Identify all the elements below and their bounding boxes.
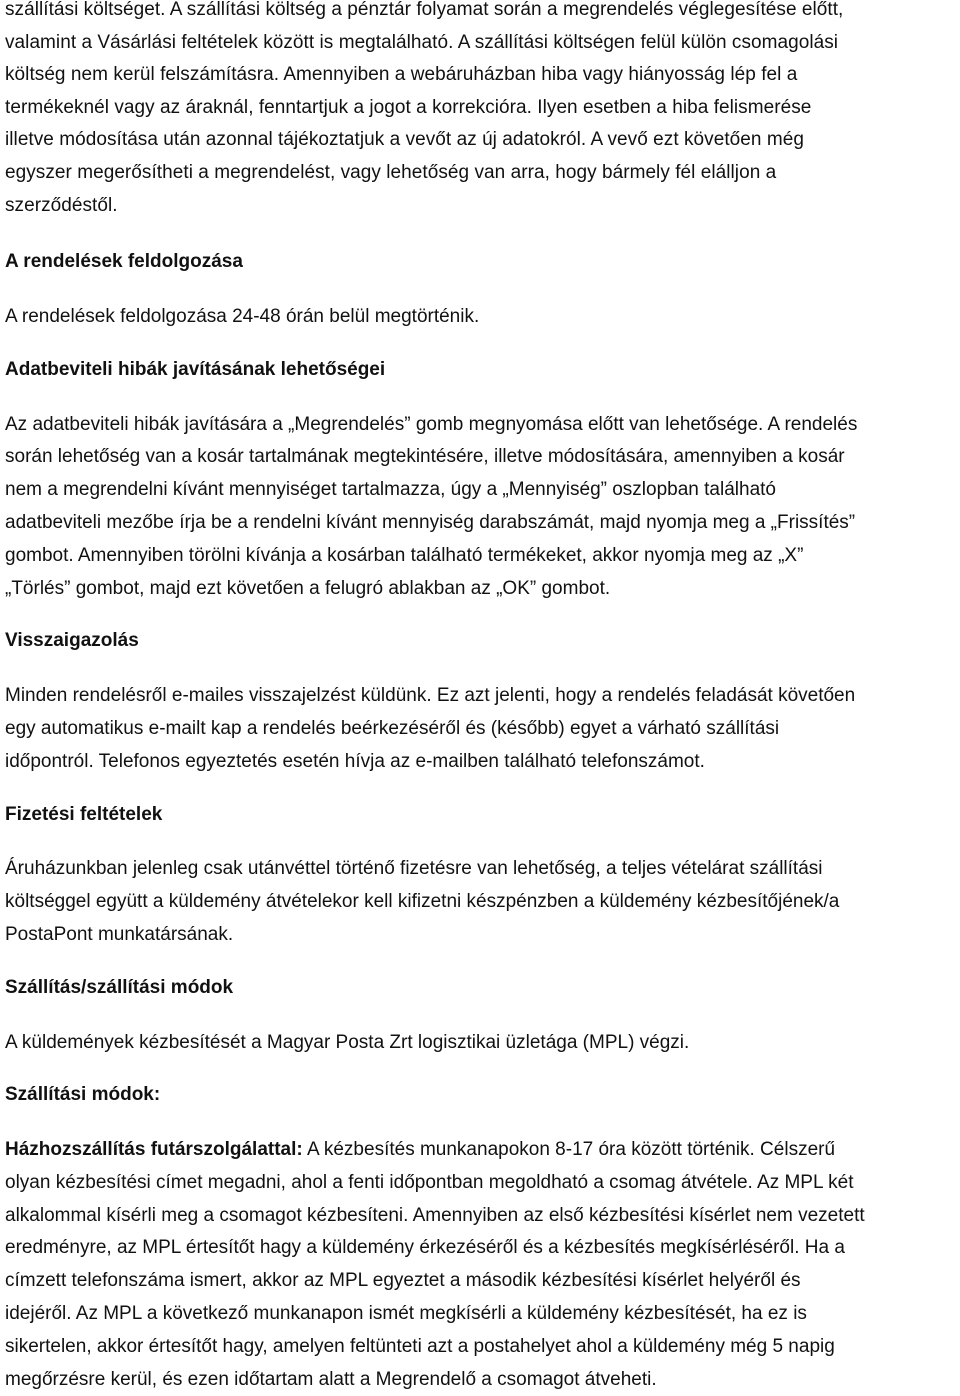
section-heading-order-processing: A rendelések feldolgozása [5, 251, 243, 273]
text-line [5, 1134, 955, 1167]
text-line: egy automatikus e-mailt kap a rendelés beérkezéséről és (később) egyet a várható szállítási [5, 717, 780, 739]
text-line: „Törlés” gombot, majd ezt követően a felugró ablakban az „OK” gombot. [5, 577, 611, 599]
text-line: szerződéstől. [5, 194, 118, 216]
text-line: címzett telefonszáma ismert, akkor az MPL egyeztet a második kézbesítési kísérlet helyéről és [5, 1270, 801, 1292]
text-line: PostaPont munkatársának. [5, 923, 234, 945]
order-processing-paragraph [5, 301, 955, 334]
text-line: adatbeviteli mezőbe írja be a rendelni kívánt mennyiség darabszámát, majd nyomja meg a „Frissítés” [5, 511, 856, 533]
document-page [5, 0, 955, 1396]
payment-terms-paragraph [5, 853, 955, 951]
home-delivery-first-line: A kézbesítés munkanapokon 8-17 óra között történik. Célszerű [302, 1139, 836, 1161]
text-line: szállítási költséget. A szállítási költség a pénztár folyamat során a megrendelés véglegesítése előtt, [5, 0, 844, 20]
text-line: nem a megrendelni kívánt mennyiséget tartalmazza, úgy a „Mennyiség” oszlopban található [5, 479, 776, 501]
section-heading-input-errors: Adatbeviteli hibák javításának lehetőségei [5, 358, 386, 380]
section-heading-payment-terms: Fizetési feltételek [5, 803, 163, 825]
text-line: alkalommal kísérli meg a csomagot kézbesíteni. Amennyiben az első kézbesítési kísérlet nem vezetett [5, 1204, 865, 1226]
text-line: Minden rendelésről e-mailes visszajelzést küldünk. Ez azt jelenti, hogy a rendelés feladását követően [5, 685, 856, 707]
text-line: idejéről. Az MPL a következő munkanapon ismét megkísérli a küldemény kézbesítését, ha ez is [5, 1303, 807, 1325]
text-line: Áruházunkban jelenleg csak utánvéttel történő fizetésre van lehetőség, a teljes vételárat szállítási [5, 858, 823, 880]
text-line: olyan kézbesítési címet megadni, ahol a fenti időpontban megoldható a csomag átvétele. Az MPL két [5, 1171, 854, 1193]
shipping-paragraph [5, 1027, 955, 1060]
home-delivery-paragraph [5, 1134, 955, 1396]
text-line: Az adatbeviteli hibák javítására a „Megrendelés” gomb megnyomása előtt van lehetősége. A rendelés [5, 413, 858, 435]
text-line: költséggel együtt a küldemény átvételekor kell kifizetni készpénzben a küldemény kézbesítőjének/a [5, 891, 840, 913]
text-line: A küldemények kézbesítését a Magyar Posta Zrt logisztikai üzletága (MPL) végzi. [5, 1031, 690, 1053]
text-line: költség nem kerül felszámításra. Amennyiben a webáruházban hiba vagy hiányosság lép fel a [5, 64, 798, 86]
text-line: A rendelések feldolgozása 24-48 órán belül megtörténik. [5, 305, 480, 327]
confirmation-paragraph [5, 680, 955, 778]
text-line: időpontról. Telefonos egyeztetés esetén hívja az e-mailben található telefonszámot. [5, 750, 705, 772]
text-line: során lehetőség van a kosár tartalmának megtekintésére, illetve módosítására, amennyiben a kosár [5, 446, 845, 468]
text-line: megőrzésre kerül, és ezen időtartam alatt a Megrendelő a csomagot átveheti. [5, 1368, 657, 1390]
text-line: valamint a Vásárlási feltételek között is megtalálható. A szállítási költségen felül külön csomagolási [5, 31, 839, 53]
section-heading-shipping-methods: Szállítási módok: [5, 1084, 161, 1106]
text-line: egyszer megerősítheti a megrendelést, vagy lehetőség van arra, hogy bármely fél elálljon a [5, 161, 777, 183]
input-errors-paragraph [5, 409, 955, 606]
text-line: eredményre, az MPL értesítőt hagy a küldemény érkezéséről és a kézbesítés megkísérléséről. Ha a [5, 1237, 845, 1259]
text-line: termékeknél vagy az áraknál, fenntartjuk a jogot a korrekcióra. Ilyen esetben a hiba felismerése [5, 96, 812, 118]
text-line: sikertelen, akkor értesítőt hagy, amelyen feltünteti azt a postahelyet ahol a küldemény még 5 napig [5, 1335, 835, 1357]
text-line: gombot. Amennyiben törölni kívánja a kosárban található termékeket, akkor nyomja meg az „X” [5, 544, 804, 566]
section-heading-shipping: Szállítás/szállítási módok [5, 976, 234, 998]
intro-paragraph [5, 0, 955, 222]
home-delivery-label: Házhozszállítás futárszolgálattal: [5, 1139, 303, 1161]
section-heading-confirmation: Visszaigazolás [5, 630, 139, 652]
text-line: illetve módosítása után azonnal tájékoztatjuk a vevőt az új adatokról. A vevő ezt követően még [5, 129, 804, 151]
